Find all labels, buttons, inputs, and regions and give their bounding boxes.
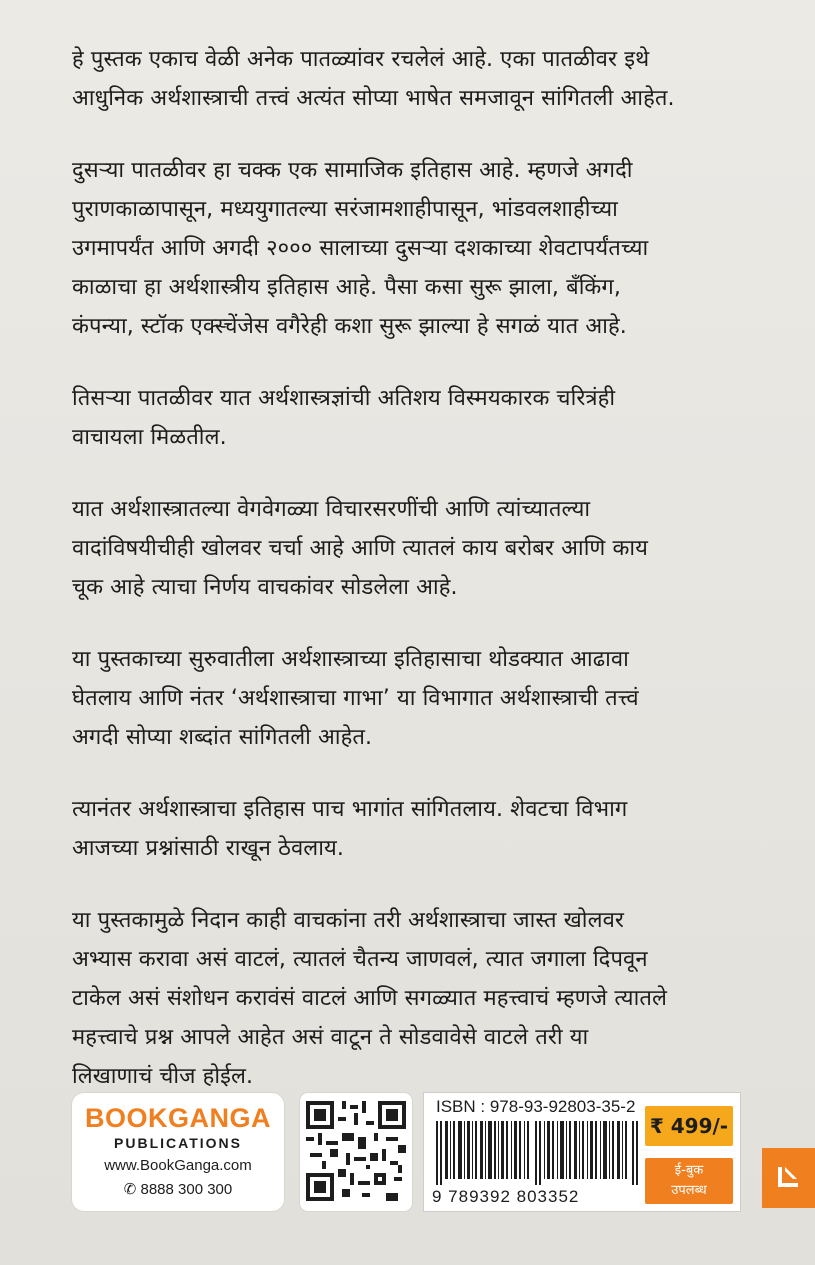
- blurb-paragraph-6: त्यानंतर अर्थशास्त्राचा इतिहास पाच भागांत सांगितलाय. शेवटचा विभाग आजच्या प्रश्नांसाठी राखून ठेवलाय.: [72, 797, 628, 861]
- blurb-paragraph-4: यात अर्थशास्त्रातल्या वेगवेगळ्या विचारसरणींची आणि त्यांच्यातल्या वादांविषयीचीही खोलवर चर्चा आहे आणि त्यातलं काय बरोबर आणि काय चूक आहे त्याचा निर्णय वाचकांवर सोडलेला आहे.: [72, 497, 649, 600]
- blurb-paragraph-2: दुसऱ्या पातळीवर हा चक्क एक सामाजिक इतिहास आहे. म्हणजे अगदी पुराणकाळापासून, मध्ययुगातल्या सरंजामशाहीपासून, भांडवलशाहीच्या उगमापर्यंत आणि अगदी २००० सालाच्या दुसऱ्या दशकाच्या शेवटापर्यंतच्या काळाचा हा अर्थशास्त्रीय इतिहास आहे. पैसा कसा सुरू झाला, बँकिंग, कंपन्या, स्टॉक एक्स्चेंजेस वगैरेही कशा सुरू झाल्या हे सगळं यात आहे.: [72, 158, 649, 339]
- blurb-text: [72, 40, 772, 1129]
- publisher-url: www.BookGanga.com: [104, 1157, 252, 1174]
- price-tag: ₹ 499/-: [645, 1106, 733, 1146]
- publisher-name: BOOKGANGA: [85, 1103, 271, 1133]
- isbn-label: ISBN : 978-93-92803-35-2: [436, 1097, 636, 1116]
- blurb-paragraph-1: हे पुस्तक एकाच वेळी अनेक पातळ्यांवर रचलेलं आहे. एका पातळीवर इथे आधुनिक अर्थशास्त्राची तत्त्वं अत्यंत सोप्या भाषेत समजावून सांगितली आहेत.: [72, 47, 675, 111]
- blurb-paragraph-7: या पुस्तकामुळे निदान काही वाचकांना तरी अर्थशास्त्राचा जास्त खोलवर अभ्यास करावा असं वाटलं, त्यातलं चैतन्य जाणवलं, त्यात जगाला दिपवून टाकेल असं संशोधन करावंसं वाटलं आणि सगळ्यात महत्त्वाचं म्हणजे त्यातले महत्त्वाचे प्रश्न आपले आहेत असं वाटून ते सोडवावेसे वाटले तरी या लिखाणाचं चीज होईल.: [72, 908, 668, 1089]
- publisher-mark-tab: [762, 1148, 815, 1208]
- publisher-phone: ✆ 8888 300 300: [123, 1181, 233, 1198]
- qr-code: [300, 1093, 412, 1211]
- blurb-paragraph-5: या पुस्तकाच्या सुरुवातीला अर्थशास्त्राच्या इतिहासाचा थोडक्यात आढावा घेतलाय आणि नंतर ‘अर्थशास्त्राचा गाभा’ या विभागात अर्थशास्त्राची तत्त्वं अगदी सोप्या शब्दांत सांगितली आहेत.: [72, 647, 639, 750]
- publisher-mark-icon: [775, 1164, 801, 1190]
- ebook-available-badge: ई-बुक उपलब्ध: [645, 1158, 733, 1204]
- barcode-icon: [436, 1121, 646, 1185]
- barcode-digits: 9 789392 803352: [432, 1187, 580, 1206]
- publisher-subtitle: PUBLICATIONS: [114, 1135, 242, 1151]
- phone-icon: ✆: [123, 1181, 141, 1198]
- publisher-logo: [72, 1093, 284, 1211]
- blurb-paragraph-3: तिसऱ्या पातळीवर यात अर्थशास्त्रज्ञांची अतिशय विस्मयकारक चरित्रंही वाचायला मिळतील.: [72, 386, 616, 450]
- qr-code-icon: [306, 1101, 406, 1201]
